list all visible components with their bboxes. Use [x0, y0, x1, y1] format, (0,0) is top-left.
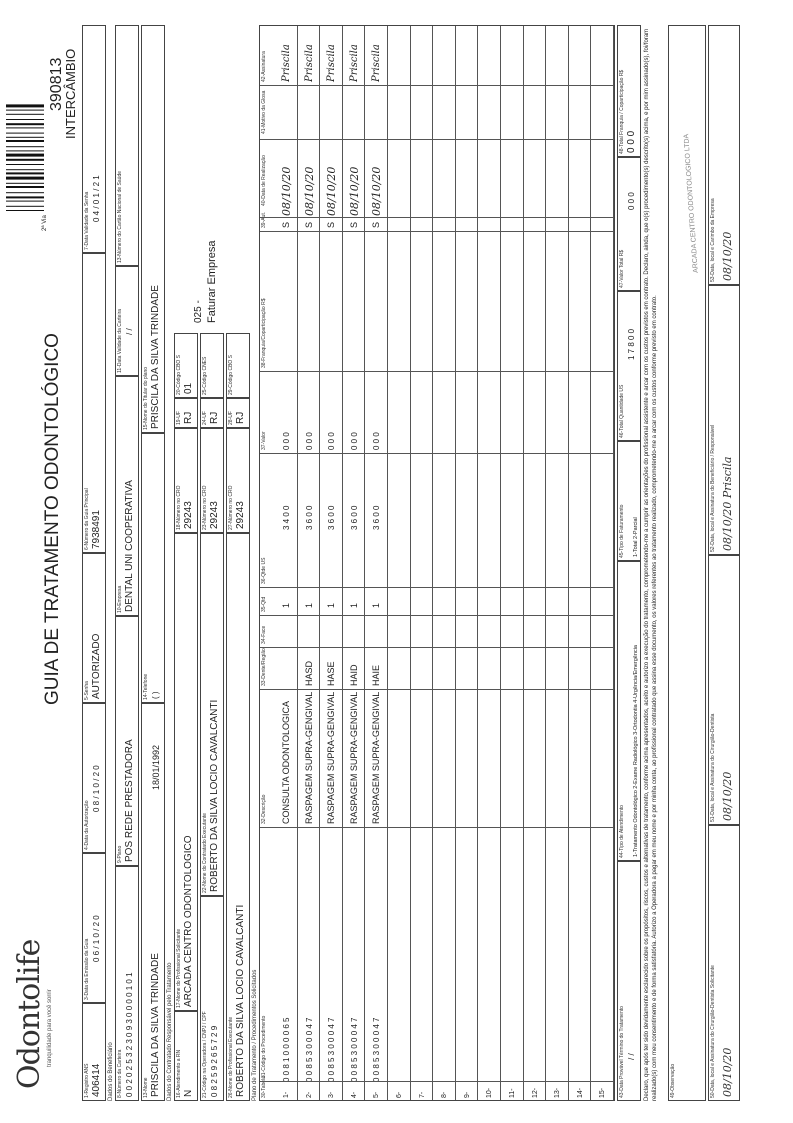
row-divider	[455, 26, 456, 1100]
field-label: 43-Data Provável Término do Tratamento	[619, 1006, 625, 1098]
procedure-description: RASPAGEM SUPRA-GENGIVAL	[371, 691, 382, 824]
field-cnes	[200, 333, 224, 398]
realization-date: 08/10/20	[370, 166, 384, 216]
field-cro-1	[174, 428, 198, 533]
field-label: 47-Valor Total R$	[619, 249, 625, 288]
field-value: ROBERTO DA SILVA LOCIO CAVALCANTI	[209, 699, 220, 892]
field-label: 11-Data Validade da Carteira	[117, 308, 123, 373]
field-label: 19-UF	[176, 411, 182, 425]
row-number: 3-	[328, 1091, 336, 1098]
field-label: 1-Registro ANS	[84, 1063, 90, 1098]
row-number: 13-	[554, 1087, 562, 1098]
company-stamp: ARCADA CENTRO ODONTOLOGICO LTDA	[683, 133, 700, 274]
procedure-value: 0 0 0	[327, 432, 337, 450]
field-label: 21-Código na Operadora / CNPJ / CPF	[202, 1011, 208, 1098]
field-value: AUTORIZADO	[91, 633, 102, 699]
field-label: 8-Número da Carteira	[117, 1049, 123, 1098]
field-label: 29-Código CBO S	[228, 354, 234, 395]
procedure-qty: 1	[326, 602, 337, 608]
row-divider	[319, 26, 320, 1100]
field-billing-type	[617, 441, 641, 561]
logo-text: Odontolife	[12, 939, 47, 1089]
field-value: 406414	[91, 1063, 102, 1097]
header-tooth: 33-Dente/Região	[261, 648, 267, 686]
field-card-number	[115, 866, 139, 1101]
procedure-value: 0 0 0	[349, 432, 359, 450]
procedure-qty: 1	[371, 602, 382, 608]
realization-date: 08/10/20	[325, 166, 339, 216]
row-number: 12-	[531, 1087, 539, 1098]
row-divider	[297, 26, 298, 1100]
field-password	[82, 553, 106, 703]
header-table: 30-Tabela	[261, 1076, 267, 1098]
field-authorization-date	[82, 703, 106, 853]
field-uf-3	[226, 398, 250, 428]
procedure-description: RASPAGEM SUPRA-GENGIVAL	[326, 691, 337, 824]
field-label: 49-Observação	[670, 1063, 676, 1098]
field-name	[141, 703, 165, 1101]
field-value: ARCADA CENTRO ODONTOLOGICO	[183, 835, 194, 1007]
field-label: 28-UF	[228, 411, 234, 425]
procedure-face: HASE	[326, 661, 337, 686]
procedure-code: 0 0 8 1 0 0 0 0 6 5	[282, 1017, 291, 1082]
field-company-stamp	[708, 25, 740, 285]
odontolife-logo	[12, 940, 53, 1089]
procedure-code: 0 0 8 5 3 0 0 0 4 7	[372, 1017, 382, 1082]
field-service-type	[617, 561, 641, 861]
row-divider	[568, 26, 569, 1100]
procedure-face: HASD	[303, 660, 314, 686]
column-divider	[260, 139, 614, 140]
procedure-us: 3 4 0 0	[282, 505, 291, 530]
procedure-auth: S	[326, 221, 337, 228]
procedure-qty: 1	[348, 602, 359, 608]
field-value: ROBERTO DA SILVA LOCIO CAVALCANTI	[235, 904, 246, 1097]
field-label: 3-Data da Emissão da Guia	[84, 938, 90, 1000]
field-label: 6-Número da Guia Principal	[84, 488, 90, 550]
row-number: 14-	[576, 1087, 584, 1098]
field-executing-contractor	[200, 533, 224, 896]
field-label: 18-Número no CRO	[176, 485, 182, 530]
procedure-code: 0 0 8 5 3 0 0 0 4 7	[304, 1017, 314, 1082]
guide-type: INTERCÂMBIO	[63, 48, 78, 139]
field-value: N	[183, 1089, 194, 1097]
field-label: 10-Empresa	[117, 585, 123, 613]
column-divider	[260, 85, 614, 86]
field-value: PRISCILA DA SILVA TRINDADE	[150, 285, 161, 429]
procedure-value: 0 0 0	[372, 432, 382, 450]
field-value: 29243	[235, 501, 246, 529]
row-divider	[545, 26, 546, 1100]
field-executing-professional	[226, 533, 250, 1101]
field-value: 7938491	[91, 510, 102, 549]
column-divider	[260, 1081, 614, 1082]
row-number: 11-	[509, 1088, 516, 1098]
field-value: RJ	[209, 411, 220, 424]
field-total-franchise	[617, 25, 641, 157]
procedure-us: 3 6 0 0	[372, 505, 382, 530]
field-plan	[115, 616, 139, 866]
field-value: 1 7 8 0 0	[627, 328, 636, 360]
header-aut: 39-Aut.	[261, 211, 267, 228]
procedures-section: Plano de Tratamento / Procedimentos Solicitados	[252, 969, 258, 1101]
field-label: 23-Número no CRO	[202, 485, 208, 530]
header-description: 32-Descrição	[261, 794, 267, 824]
barcode-icon	[6, 71, 46, 211]
field-value: RJ	[235, 411, 246, 424]
row-divider	[590, 26, 591, 1100]
header-face: 34-Face	[261, 625, 267, 644]
field-label: 45-Tipo de Faturamento	[619, 504, 625, 558]
column-divider	[260, 647, 614, 648]
field-total-us	[617, 291, 641, 441]
field-operator-code	[200, 896, 224, 1101]
field-label: 24-UF	[202, 411, 208, 425]
billing-type: Faturar Empresa	[206, 240, 218, 323]
field-label: 5-Senha	[84, 681, 90, 700]
birth-date: 18/01/1992	[151, 744, 161, 790]
procedure-auth: S	[303, 221, 314, 228]
field-value: 0 0 2 0 2 5 3 2 3 0 9 3 0 0 0 0 1 0 1	[125, 972, 134, 1097]
procedure-code: 0 0 8 5 3 0 0 0 4 7	[349, 1017, 359, 1082]
field-label: 25-Código CNES	[202, 356, 208, 395]
column-divider	[260, 689, 614, 690]
field-value: 0 6 / 1 0 / 2 0	[92, 915, 101, 962]
handwritten-date: 08/10/20	[721, 771, 734, 821]
logo-tagline: tranquilidade para você sorrir	[47, 989, 53, 1067]
field-label: 4-Data da Autorização	[84, 800, 90, 850]
row-number: 2-	[305, 1091, 313, 1098]
field-value: / /	[125, 328, 134, 335]
field-signature-beneficiary	[708, 285, 740, 555]
patient-signature: Priscila	[371, 44, 383, 82]
field-value: / /	[627, 1053, 636, 1060]
header-us: 36-Qtde US	[261, 557, 267, 584]
field-value: 29243	[209, 501, 220, 529]
field-label: 22-Nome do Contratado Executante	[202, 812, 208, 893]
field-value: 0 0 0	[626, 130, 637, 153]
field-emission-date	[82, 853, 106, 1003]
row-divider	[432, 26, 433, 1100]
field-value: 01	[183, 382, 194, 394]
row-divider	[613, 26, 614, 1100]
field-label: 17-Nome do Profissional Solicitante	[176, 928, 182, 1008]
row-number: 10-	[486, 1087, 494, 1098]
field-label: 13-Nome	[143, 1077, 149, 1098]
row-number: 9-	[463, 1091, 471, 1098]
declaration-text: Declaro, que após ter sido devidamente esclarecido sobre os propósitos, riscos, custos e alternativas de tratamento, conforme acima apresentados, aceito e autorizo a execução do tratamento, comprometendo-me a cumprir as orientações do profissional assistente e arcar com os custos previstos em contrato. Declaro, ainda, que o(s) procedimento(s) descrito(s) acima, e por mim assinado(s), foi/foram realizado(s) com meu consentimento e de forma satisfatória. Autorizo a Operadora a pagar em meu nome e por minha conta, ao profissional contratado que assina esse documento, os valores referentes ao tratamento realizado, comprometendo-me a arcar com os custos conforme previsto em contrato.	[644, 28, 658, 1101]
handwritten-date: 08/10/20	[721, 1047, 734, 1097]
patient-signature: Priscila	[303, 44, 315, 82]
field-health-card	[115, 25, 139, 266]
field-value: RJ	[183, 411, 194, 424]
field-label: 26-Nome do Profissional Executante	[228, 1016, 234, 1098]
field-label: 13-Número do Cartão Nacional de Saúde	[117, 171, 123, 263]
row-number: 6-	[396, 1091, 403, 1098]
field-label: 48-Total Franquia / Coparticipação R$	[619, 69, 625, 154]
field-card-validity	[115, 266, 139, 376]
field-value: 0 8 2 5 9 2 6 5 7 2 9	[210, 1025, 219, 1097]
procedure-auth: S	[348, 221, 359, 228]
field-signature-dentist	[708, 555, 740, 825]
field-rn	[174, 1011, 198, 1101]
billing-code: 025 -	[193, 300, 204, 323]
procedure-us: 3 6 0 0	[349, 505, 359, 530]
column-divider	[260, 231, 614, 232]
field-cbo-1	[174, 333, 198, 398]
field-label: 52-Data, local e Assinatura do Beneficiário / Responsável	[710, 424, 716, 552]
procedure-face: HAIE	[371, 664, 382, 686]
field-value: 1-Total 2-Parcial	[633, 517, 639, 557]
row-number: 5-	[373, 1091, 381, 1098]
via-label: 2ª Via	[42, 215, 48, 231]
field-value: POS REDE PRESTADORA	[124, 739, 135, 862]
field-uf-2	[200, 398, 224, 428]
row-divider	[387, 26, 388, 1100]
field-value: 1-Tratamento Odontológico 2-Exame Radiológico 3-Ortodontia 4-Urgência/Emergência	[633, 645, 639, 857]
procedure-value: 0 0 0	[282, 432, 291, 450]
row-number: 8-	[441, 1091, 449, 1098]
header-value: 37-Valor	[261, 431, 267, 450]
field-label: 50-Data, local e Assinatura do Cirurgião-Dentista Solicitante	[710, 965, 716, 1098]
field-value: 29243	[183, 501, 194, 529]
field-label: 9-Plano	[117, 845, 123, 863]
procedure-description: RASPAGEM SUPRA-GENGIVAL	[348, 691, 359, 824]
field-label: 7-Data Validade da Senha	[84, 191, 90, 250]
field-company	[115, 376, 139, 616]
header-qtd: 35-Qtd	[261, 596, 267, 612]
field-end-date	[617, 861, 641, 1101]
field-main-guide	[82, 253, 106, 553]
column-divider	[260, 217, 614, 218]
row-number: 7-	[418, 1091, 426, 1098]
procedure-qty: 1	[303, 602, 314, 608]
column-divider	[260, 827, 614, 828]
field-phone	[141, 433, 165, 703]
field-holder-name	[141, 25, 165, 433]
row-number: 1-	[283, 1091, 290, 1098]
field-password-validity	[82, 25, 106, 253]
field-value: 0 0 0	[627, 192, 636, 210]
field-ans	[82, 1003, 106, 1101]
field-label: 14-Telefone	[143, 673, 149, 700]
handwritten-date: 08/10/20	[721, 231, 734, 281]
row-divider	[410, 26, 411, 1100]
header-franchise: 38-Franquia/Coparticipação R$	[261, 298, 267, 368]
procedure-us: 3 6 0 0	[304, 505, 314, 530]
field-label: 15-Nome do Titular do plano	[143, 366, 149, 430]
field-value: 0 4 / 0 1 / 2 1	[92, 175, 101, 222]
procedure-auth: S	[281, 221, 291, 228]
realization-date: 08/10/20	[302, 166, 316, 216]
field-label: 20-Código CBO S	[176, 354, 182, 395]
header-date: 40-Data de Realização	[261, 155, 267, 206]
header-code: 31-Código do Procedimento	[261, 1015, 267, 1078]
procedure-value: 0 0 0	[304, 432, 314, 450]
field-value: PRISCILA DA SILVA TRINDADE	[150, 953, 161, 1097]
field-label: 46-Total Quantidade US	[619, 384, 625, 438]
row-divider	[523, 26, 524, 1100]
column-divider	[260, 453, 614, 454]
contracted-section: Dados do Contratado Responsável pelo Tratamento	[167, 962, 173, 1101]
handwritten-signature: 08/10/20 Priscila	[721, 456, 734, 551]
row-divider	[342, 26, 343, 1100]
field-total-value	[617, 157, 641, 291]
field-cbo-3	[226, 333, 250, 398]
patient-signature: Priscila	[281, 44, 292, 82]
guide-number: 390813	[48, 57, 65, 111]
procedure-qty: 1	[281, 602, 291, 608]
field-uf-1	[174, 398, 198, 428]
patient-signature: Priscila	[326, 44, 338, 82]
row-divider	[364, 26, 365, 1100]
realization-date: 08/10/20	[280, 166, 293, 216]
field-signature-requesting	[708, 825, 740, 1101]
field-value: DENTAL UNI COOPERATIVA	[124, 480, 135, 612]
row-divider	[500, 26, 501, 1100]
field-label: 53-Data, local e Carimbo da Empresa	[710, 198, 716, 282]
form-title: GUIA DE TRATAMENTO ODONTOLÓGICO	[42, 333, 63, 705]
procedure-us: 3 6 0 0	[327, 505, 337, 530]
realization-date: 08/10/20	[347, 166, 361, 216]
column-divider	[260, 587, 614, 588]
procedure-description: CONSULTA ODONTOLOGICA	[281, 700, 291, 824]
procedure-auth: S	[371, 221, 382, 228]
field-value: ( )	[151, 691, 160, 699]
patient-signature: Priscila	[348, 44, 360, 82]
field-label: 44-Tipo de Atendimento	[619, 805, 625, 858]
procedures-table	[259, 25, 615, 1101]
field-label: 16-Atendimento a RN	[176, 1049, 182, 1098]
row-divider	[477, 26, 478, 1100]
field-label: 27-Número no CRO	[228, 485, 234, 530]
header-signature: 42-Assinatura	[261, 51, 267, 82]
field-value: 0 8 / 1 0 / 2 0	[92, 765, 101, 812]
procedure-face: HAID	[348, 664, 359, 686]
procedure-description: RASPAGEM SUPRA-GENGIVAL	[303, 691, 314, 824]
beneficiary-section: Dados do Beneficiário	[108, 1042, 114, 1101]
column-divider	[260, 371, 614, 372]
row-number: 15-	[599, 1087, 607, 1098]
field-cro-2	[200, 428, 224, 533]
column-divider	[260, 615, 614, 616]
field-requesting-professional	[174, 533, 198, 1011]
field-cro-3	[226, 428, 250, 533]
field-label: 51-Data, local e Assinatura do Cirurgião-Dentista	[710, 713, 716, 822]
procedure-code: 0 0 8 5 3 0 0 0 4 7	[327, 1017, 337, 1082]
row-number: 4-	[350, 1091, 358, 1098]
header-reason: 41-Motivo da Glosa	[261, 90, 267, 134]
